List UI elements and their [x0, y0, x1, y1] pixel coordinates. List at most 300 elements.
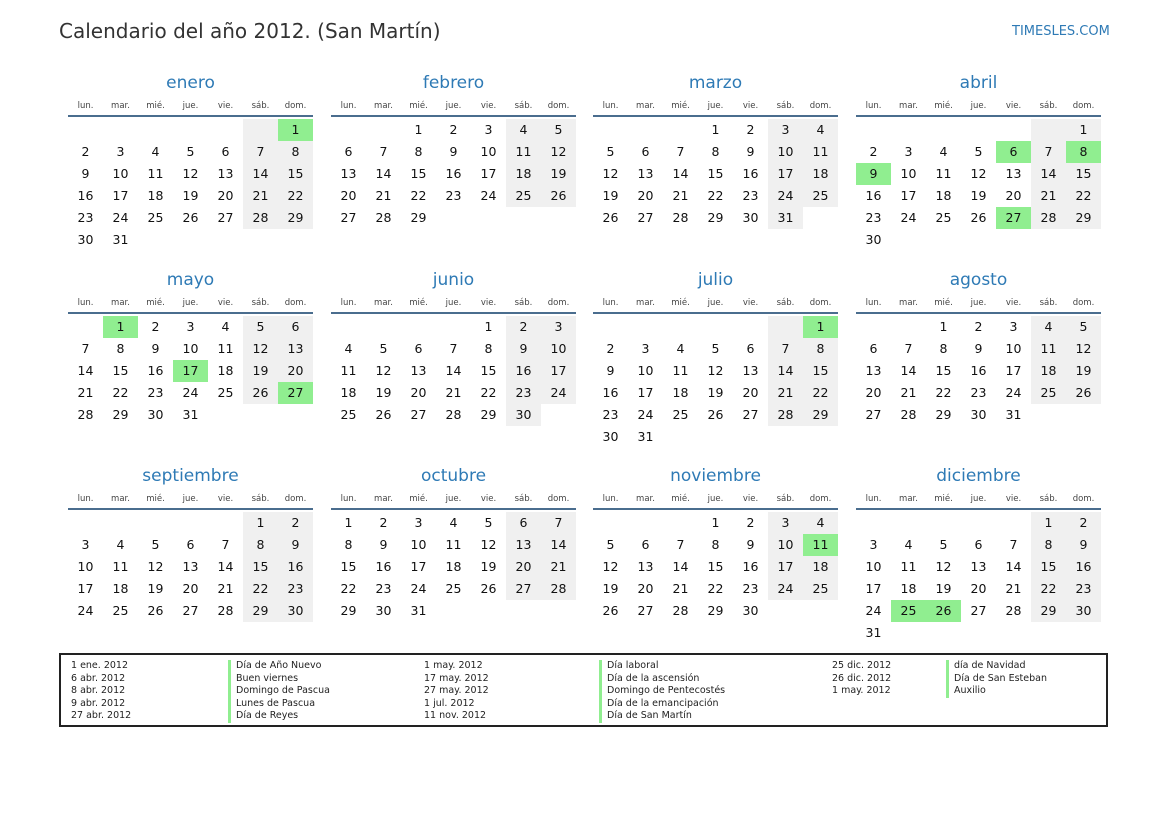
day-cell: 27 — [637, 603, 654, 618]
day-cell: 13 — [637, 559, 654, 574]
weekday-label: lun. — [340, 298, 357, 308]
header-divider — [856, 312, 1101, 314]
day-cell: 14 — [77, 363, 94, 378]
day-cell: 30 — [506, 404, 541, 426]
weekday-header — [68, 296, 313, 310]
day-cell: 29 — [340, 603, 357, 618]
weekday-label: dom. — [809, 298, 832, 308]
day-cell: 23 — [445, 188, 462, 203]
empty-day-cell — [926, 119, 961, 141]
empty-day-cell — [208, 119, 243, 141]
day-cell: 9 — [379, 537, 388, 552]
month-name: mayo — [166, 270, 215, 290]
day-cell: 7 — [81, 341, 90, 356]
day-cell: 25 — [112, 603, 129, 618]
day-cell: 27 — [182, 603, 199, 618]
weekday-label: mié. — [934, 101, 953, 111]
day-cell: 8 — [116, 341, 125, 356]
day-cell: 24 — [480, 188, 497, 203]
empty-day-cell — [856, 316, 891, 338]
day-cell: 13 — [217, 166, 234, 181]
day-cell: 5 — [243, 316, 278, 338]
day-cell: 30 — [970, 407, 987, 422]
empty-day-cell — [856, 119, 891, 141]
day-cell: 31 — [410, 603, 427, 618]
day-cell: 8 — [711, 144, 720, 159]
day-cell: 6 — [746, 341, 755, 356]
weekday-header — [331, 99, 576, 113]
empty-day-cell — [243, 119, 278, 141]
day-cell: 15 — [410, 166, 427, 181]
legend-holiday-name: Lunes de Pascua — [228, 698, 330, 711]
day-cell: 17 — [865, 581, 882, 596]
weekday-label: sáb. — [251, 298, 270, 308]
weekday-header — [68, 99, 313, 113]
legend-holiday-name: Día de Reyes — [228, 710, 330, 723]
day-cell: 20 — [217, 188, 234, 203]
day-cell: 20 — [340, 188, 357, 203]
month-name: abril — [959, 73, 998, 93]
day-cell: 14 — [900, 363, 917, 378]
day-cell: 22 — [340, 581, 357, 596]
day-cell: 3 — [641, 341, 650, 356]
day-cell: 9 — [449, 144, 458, 159]
header-divider — [856, 115, 1101, 117]
day-cell: 15 — [340, 559, 357, 574]
day-cell: 22 — [707, 188, 724, 203]
day-cell: 9 — [746, 537, 755, 552]
day-cell: 27 — [506, 578, 541, 600]
header-divider — [593, 508, 838, 510]
weekday-label: vie. — [480, 298, 497, 308]
day-cell: 14 — [243, 163, 278, 185]
day-cell: 12 — [541, 141, 576, 163]
day-cell: 24 — [182, 385, 199, 400]
month-name: julio — [697, 270, 734, 290]
empty-day-cell — [103, 119, 138, 141]
header-divider — [593, 312, 838, 314]
day-cell: 15 — [707, 166, 724, 181]
day-cell: 15 — [803, 360, 838, 382]
weekday-label: sáb. — [776, 494, 795, 504]
legend-date: 8 abr. 2012 — [71, 685, 126, 697]
day-cell: 11 — [112, 559, 129, 574]
weekday-label: mié. — [409, 101, 428, 111]
legend-date: 26 dic. 2012 — [832, 672, 892, 684]
day-cell: 10 — [768, 141, 803, 163]
day-cell: 3 — [869, 537, 878, 552]
weekday-label: lun. — [865, 298, 882, 308]
day-cell: 25 — [672, 407, 689, 422]
day-cell: 26 — [147, 603, 164, 618]
weekday-label: mar. — [111, 494, 130, 504]
month-name: junio — [432, 270, 475, 290]
weekday-label: jue. — [707, 494, 724, 504]
weekday-label: jue. — [445, 298, 462, 308]
day-cell: 27 — [340, 210, 357, 225]
day-cell: 22 — [707, 581, 724, 596]
legend-dates-col-1 — [71, 660, 131, 723]
day-cell: 2 — [506, 316, 541, 338]
weekday-label: mié. — [934, 298, 953, 308]
day-cell: 25 — [340, 407, 357, 422]
legend-date: 1 jul. 2012 — [424, 697, 475, 709]
day-cell: 5 — [606, 144, 615, 159]
weekday-label: mar. — [899, 298, 918, 308]
month-name: septiembre — [142, 466, 239, 486]
day-cell: 22 — [1031, 578, 1066, 600]
day-cell: 1 — [1031, 512, 1066, 534]
day-cell: 19 — [541, 163, 576, 185]
weekday-label: jue. — [182, 494, 199, 504]
legend-date: 27 abr. 2012 — [71, 710, 132, 722]
day-cell: 21 — [900, 385, 917, 400]
empty-day-cell — [68, 512, 103, 534]
day-cell: 16 — [445, 166, 462, 181]
day-cell: 8 — [711, 537, 720, 552]
empty-day-cell — [366, 316, 401, 338]
day-cell: 8 — [344, 537, 353, 552]
day-cell: 6 — [974, 537, 983, 552]
empty-day-cell — [1031, 119, 1066, 141]
day-cell: 30 — [602, 429, 619, 444]
day-cell: 9 — [81, 166, 90, 181]
day-cell: 21 — [768, 382, 803, 404]
day-cell: 18 — [112, 581, 129, 596]
weekday-label: mar. — [374, 298, 393, 308]
weekday-label: dom. — [547, 101, 570, 111]
day-cell: 24 — [410, 581, 427, 596]
weekday-label: dom. — [547, 494, 570, 504]
day-cell: 12 — [375, 363, 392, 378]
day-cell: 5 — [379, 341, 388, 356]
empty-day-cell — [891, 119, 926, 141]
legend-holiday-name: Día de San Martín — [599, 710, 725, 723]
legend-names-col-2 — [599, 660, 725, 723]
day-cell: 27 — [742, 407, 759, 422]
holiday-day-cell: 6 — [996, 141, 1031, 163]
day-cell: 12 — [243, 338, 278, 360]
weekday-label: sáb. — [514, 298, 533, 308]
day-cell: 22 — [243, 578, 278, 600]
day-cell: 23 — [506, 382, 541, 404]
month-name: agosto — [949, 270, 1008, 290]
legend-dates-col-3 — [832, 660, 891, 698]
legend-holiday-name: día de Navidad — [946, 660, 1047, 673]
day-cell: 17 — [768, 163, 803, 185]
day-cell: 23 — [1066, 578, 1101, 600]
holiday-day-cell: 17 — [173, 360, 208, 382]
legend-holiday-name: Auxilio — [946, 685, 1047, 698]
day-cell: 27 — [217, 210, 234, 225]
day-cell: 9 — [1066, 534, 1101, 556]
header-divider — [856, 508, 1101, 510]
day-cell: 25 — [1031, 382, 1066, 404]
day-grid — [856, 512, 1101, 644]
day-cell: 17 — [768, 556, 803, 578]
day-cell: 1 — [243, 512, 278, 534]
weekday-label: mié. — [146, 101, 165, 111]
weekday-header — [593, 492, 838, 506]
day-cell: 3 — [414, 515, 423, 530]
day-cell: 4 — [506, 119, 541, 141]
day-cell: 12 — [1066, 338, 1101, 360]
day-cell: 15 — [243, 556, 278, 578]
weekday-label: lun. — [602, 494, 619, 504]
day-cell: 24 — [768, 578, 803, 600]
day-cell: 29 — [935, 407, 952, 422]
day-cell: 19 — [707, 385, 724, 400]
holiday-legend — [59, 653, 1108, 727]
empty-day-cell — [103, 512, 138, 534]
day-cell: 22 — [1066, 185, 1101, 207]
holiday-day-cell: 1 — [278, 119, 313, 141]
day-cell: 28 — [672, 210, 689, 225]
day-cell: 16 — [147, 363, 164, 378]
day-cell: 31 — [182, 407, 199, 422]
day-cell: 5 — [186, 144, 195, 159]
day-cell: 6 — [221, 144, 230, 159]
day-cell: 18 — [340, 385, 357, 400]
day-cell: 4 — [344, 341, 353, 356]
day-cell: 31 — [112, 232, 129, 247]
day-cell: 6 — [186, 537, 195, 552]
day-cell: 4 — [1031, 316, 1066, 338]
day-cell: 26 — [1066, 382, 1101, 404]
weekday-label: sáb. — [776, 298, 795, 308]
site-link[interactable]: TIMESLES.COM — [1012, 24, 1110, 39]
day-cell: 19 — [935, 581, 952, 596]
day-cell: 23 — [742, 188, 759, 203]
day-cell: 10 — [637, 363, 654, 378]
day-cell: 3 — [768, 119, 803, 141]
weekday-label: lun. — [602, 101, 619, 111]
day-grid — [331, 316, 576, 426]
day-cell: 10 — [1005, 341, 1022, 356]
day-grid — [68, 512, 313, 622]
day-cell: 16 — [742, 559, 759, 574]
legend-holiday-name: Día de la emancipación — [599, 698, 725, 711]
day-cell: 31 — [865, 625, 882, 640]
day-cell: 23 — [375, 581, 392, 596]
empty-day-cell — [593, 316, 628, 338]
day-cell: 15 — [1031, 556, 1066, 578]
day-cell: 28 — [1005, 603, 1022, 618]
day-cell: 18 — [803, 556, 838, 578]
day-cell: 17 — [480, 166, 497, 181]
weekday-label: jue. — [182, 298, 199, 308]
day-cell: 2 — [746, 515, 755, 530]
day-cell: 4 — [904, 537, 913, 552]
day-cell: 28 — [217, 603, 234, 618]
empty-day-cell — [663, 316, 698, 338]
day-cell: 3 — [81, 537, 90, 552]
weekday-label: vie. — [480, 494, 497, 504]
day-cell: 10 — [77, 559, 94, 574]
day-cell: 14 — [217, 559, 234, 574]
day-cell: 29 — [410, 210, 427, 225]
day-cell: 2 — [974, 319, 983, 334]
day-cell: 2 — [746, 122, 755, 137]
day-cell: 29 — [707, 210, 724, 225]
day-cell: 27 — [637, 210, 654, 225]
day-cell: 18 — [147, 188, 164, 203]
day-cell: 21 — [375, 188, 392, 203]
weekday-header — [593, 99, 838, 113]
month-abril — [856, 74, 1101, 251]
day-cell: 11 — [217, 341, 234, 356]
day-cell: 22 — [480, 385, 497, 400]
day-cell: 11 — [445, 537, 462, 552]
day-cell: 21 — [217, 581, 234, 596]
day-cell: 5 — [1066, 316, 1101, 338]
day-cell: 15 — [480, 363, 497, 378]
day-cell: 7 — [676, 144, 685, 159]
day-cell: 5 — [711, 341, 720, 356]
day-cell: 4 — [803, 512, 838, 534]
weekday-label: lun. — [865, 101, 882, 111]
day-cell: 21 — [445, 385, 462, 400]
header-divider — [68, 115, 313, 117]
day-cell: 2 — [151, 319, 160, 334]
weekday-label: dom. — [284, 101, 307, 111]
day-cell: 3 — [116, 144, 125, 159]
day-cell: 23 — [77, 210, 94, 225]
legend-date: 1 ene. 2012 — [71, 660, 128, 671]
weekday-label: mar. — [899, 494, 918, 504]
legend-holiday-name: Día de San Esteban — [946, 673, 1047, 686]
day-cell: 29 — [707, 603, 724, 618]
day-cell: 4 — [221, 319, 230, 334]
empty-day-cell — [628, 512, 663, 534]
day-grid — [593, 316, 838, 448]
weekday-label: mar. — [111, 298, 130, 308]
weekday-label: jue. — [445, 494, 462, 504]
day-cell: 10 — [182, 341, 199, 356]
day-cell: 20 — [970, 581, 987, 596]
day-cell: 7 — [768, 338, 803, 360]
empty-day-cell — [173, 512, 208, 534]
weekday-label: vie. — [742, 494, 759, 504]
day-cell: 7 — [676, 537, 685, 552]
legend-date: 6 abr. 2012 — [71, 672, 126, 684]
day-cell: 24 — [112, 210, 129, 225]
day-cell: 21 — [541, 556, 576, 578]
day-cell: 24 — [1005, 385, 1022, 400]
day-cell: 23 — [278, 578, 313, 600]
day-cell: 9 — [606, 363, 615, 378]
day-cell: 26 — [375, 407, 392, 422]
day-cell: 5 — [541, 119, 576, 141]
day-cell: 24 — [541, 382, 576, 404]
day-cell: 6 — [869, 341, 878, 356]
day-cell: 20 — [410, 385, 427, 400]
day-cell: 7 — [904, 341, 913, 356]
day-cell: 20 — [506, 556, 541, 578]
day-cell: 8 — [278, 141, 313, 163]
day-cell: 1 — [414, 122, 423, 137]
weekday-label: dom. — [284, 494, 307, 504]
day-cell: 3 — [186, 319, 195, 334]
weekday-label: vie. — [217, 298, 234, 308]
day-cell: 2 — [278, 512, 313, 534]
weekday-label: jue. — [707, 298, 724, 308]
page-title: Calendario del año 2012. (San Martín) — [59, 19, 441, 43]
weekday-label: mié. — [671, 298, 690, 308]
empty-day-cell — [173, 119, 208, 141]
empty-day-cell — [961, 512, 996, 534]
weekday-label: mar. — [111, 101, 130, 111]
day-cell: 7 — [449, 341, 458, 356]
day-cell: 6 — [641, 144, 650, 159]
weekday-header — [68, 492, 313, 506]
weekday-label: lun. — [77, 101, 94, 111]
day-cell: 21 — [672, 188, 689, 203]
month-name: diciembre — [936, 466, 1021, 486]
month-marzo — [593, 74, 838, 229]
header-divider — [68, 508, 313, 510]
day-cell: 5 — [939, 537, 948, 552]
weekday-label: jue. — [970, 101, 987, 111]
day-cell: 19 — [602, 581, 619, 596]
weekday-label: lun. — [77, 298, 94, 308]
empty-day-cell — [663, 512, 698, 534]
day-cell: 22 — [410, 188, 427, 203]
holiday-day-cell: 25 — [891, 600, 926, 622]
weekday-label: mié. — [671, 494, 690, 504]
day-cell: 19 — [375, 385, 392, 400]
empty-day-cell — [996, 119, 1031, 141]
day-cell: 30 — [375, 603, 392, 618]
day-cell: 15 — [278, 163, 313, 185]
day-cell: 24 — [768, 185, 803, 207]
day-cell: 13 — [742, 363, 759, 378]
day-cell: 4 — [803, 119, 838, 141]
holiday-day-cell: 1 — [103, 316, 138, 338]
weekday-label: sáb. — [1039, 101, 1058, 111]
day-cell: 22 — [935, 385, 952, 400]
day-cell: 20 — [637, 581, 654, 596]
day-cell: 13 — [970, 559, 987, 574]
month-febrero — [331, 74, 576, 229]
day-cell: 13 — [278, 338, 313, 360]
weekday-label: mié. — [934, 494, 953, 504]
day-cell: 29 — [480, 407, 497, 422]
month-name: octubre — [420, 466, 487, 486]
day-grid — [593, 119, 838, 229]
day-cell: 8 — [939, 341, 948, 356]
day-cell: 31 — [768, 207, 803, 229]
day-cell: 13 — [1005, 166, 1022, 181]
empty-day-cell — [208, 512, 243, 534]
weekday-label: dom. — [809, 101, 832, 111]
day-cell: 28 — [1031, 207, 1066, 229]
empty-day-cell — [138, 512, 173, 534]
day-cell: 3 — [904, 144, 913, 159]
day-cell: 12 — [602, 559, 619, 574]
empty-day-cell — [331, 316, 366, 338]
day-cell: 12 — [147, 559, 164, 574]
day-cell: 22 — [803, 382, 838, 404]
legend-names-col-1 — [228, 660, 330, 723]
empty-day-cell — [926, 512, 961, 534]
day-cell: 31 — [1005, 407, 1022, 422]
day-cell: 12 — [970, 166, 987, 181]
day-cell: 10 — [480, 144, 497, 159]
weekday-label: vie. — [1005, 298, 1022, 308]
day-cell: 24 — [77, 603, 94, 618]
day-cell: 28 — [445, 407, 462, 422]
